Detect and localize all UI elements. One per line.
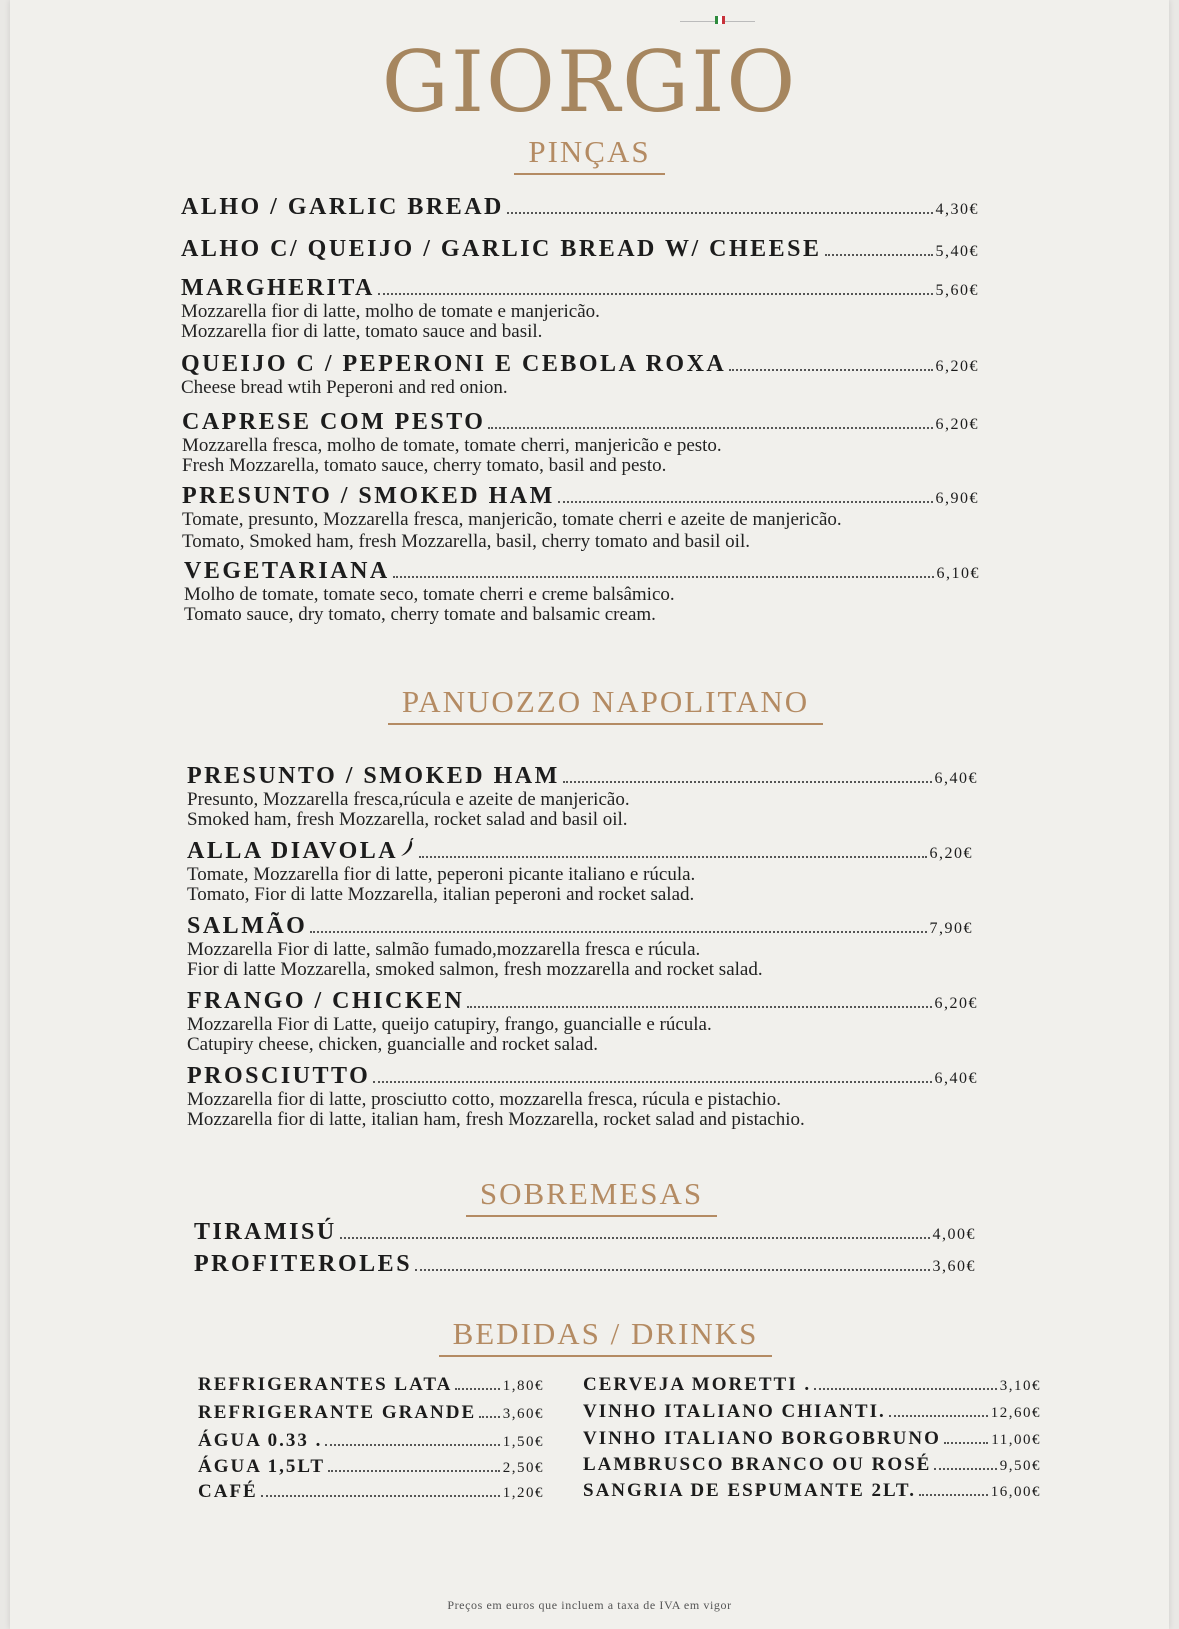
item-description-pt: Mozzarella fresca, molho de tomate, tomate cherri, manjericão e pesto. [182, 435, 722, 456]
menu-item [181, 194, 979, 221]
menu-item [187, 988, 978, 1055]
drink-name: VINHO ITALIANO CHIANTI. [583, 1401, 886, 1422]
item-description-pt: Mozzarella Fior di Latte, queijo catupiry, frango, guancialle e rúcula. [187, 1014, 712, 1035]
drink-name: REFRIGERANTE GRANDE [198, 1402, 477, 1423]
section-title-pincas: PINÇAS [10, 136, 1169, 175]
item-description-en: Mozzarella fior di latte, italian ham, fresh Mozzarella, rocket salad and pistachio. [187, 1109, 805, 1130]
item-price: 6,90€ [935, 490, 979, 507]
section-title-drinks: BEDIDAS / DRINKS [26, 1318, 1179, 1357]
menu-item [187, 763, 978, 830]
dot-leader [419, 856, 926, 858]
drink-item [583, 1428, 1041, 1450]
chili-pepper-icon [400, 838, 416, 858]
menu-item [181, 236, 979, 263]
item-name: CAPRESE COM PESTO [182, 409, 486, 435]
item-price: 6,40€ [934, 770, 978, 787]
item-price: 3,60€ [932, 1258, 976, 1275]
drink-item [198, 1456, 544, 1478]
item-price: 6,20€ [935, 416, 979, 433]
item-price: 4,30€ [935, 201, 979, 218]
item-price: 6,40€ [934, 1070, 978, 1087]
item-description-pt: Tomate, presunto, Mozzarella fresca, manjericão, tomate cherri e azeite de manjericão. [182, 509, 842, 530]
dot-leader [934, 1468, 996, 1470]
item-name: PROSCIUTTO [187, 1063, 371, 1089]
dot-leader [467, 1006, 931, 1008]
menu-item [182, 483, 979, 552]
item-description-en: Tomato, Smoked ham, fresh Mozzarella, basil, cherry tomato and basil oil. [182, 531, 750, 552]
dot-leader [507, 212, 933, 214]
dot-leader [944, 1442, 988, 1444]
item-name: SALMÃO [187, 913, 308, 939]
item-price: 6,20€ [935, 358, 979, 375]
drink-price: 1,50€ [502, 1434, 544, 1450]
item-description-en: Fior di latte Mozzarella, smoked salmon, fresh mozzarella and rocket salad. [187, 959, 763, 980]
item-description-pt: Mozzarella fior di latte, molho de tomate e manjericão. [181, 301, 600, 322]
drink-item [198, 1374, 544, 1396]
menu-item [194, 1251, 976, 1278]
drink-item [198, 1481, 544, 1503]
item-description-pt: Cheese bread wtih Peperoni and red onion. [181, 377, 508, 398]
drink-price: 9,50€ [999, 1458, 1041, 1474]
dot-leader [310, 931, 926, 933]
drink-name: CAFÉ [198, 1481, 258, 1502]
drink-name: LAMBRUSCO BRANCO OU ROSÉ [583, 1454, 932, 1475]
item-price: 5,40€ [935, 243, 979, 260]
item-price: 6,10€ [936, 565, 980, 582]
item-description-pt: Mozzarella fior di latte, prosciutto cotto, mozzarella fresca, rúcula e pistachio. [187, 1089, 782, 1110]
dot-leader [729, 369, 932, 371]
brand-logo: GIORGIO [381, 33, 798, 131]
dot-leader [825, 254, 933, 256]
item-name: TIRAMISÚ [194, 1219, 337, 1245]
item-name: PRESUNTO / SMOKED HAM [182, 483, 555, 509]
vat-footer-note: Preços em euros que incluem a taxa de IVA em vigor [447, 1598, 732, 1612]
drink-name: VINHO ITALIANO BORGOBRUNO [583, 1428, 941, 1449]
drink-price: 1,20€ [502, 1485, 544, 1501]
dot-leader [340, 1237, 930, 1239]
dot-leader [889, 1415, 988, 1417]
item-description-pt: Presunto, Mozzarella fresca,rúcula e azeite de manjericão. [187, 789, 630, 810]
dot-leader [455, 1388, 499, 1390]
drink-name: ÁGUA 1,5LT [198, 1456, 325, 1477]
item-description-en: Mozzarella fior di latte, tomato sauce and basil. [181, 321, 543, 342]
menu-item [182, 409, 979, 476]
drink-name: REFRIGERANTES LATA [198, 1374, 453, 1395]
menu-item [187, 1063, 978, 1130]
item-description-en: Tomato, Fior di latte Mozzarella, italian peperoni and rocket salad. [187, 884, 695, 905]
item-name: ALHO / GARLIC BREAD [181, 194, 504, 220]
drink-name: CERVEJA MORETTI . [583, 1374, 812, 1395]
item-name: ALHO C/ QUEIJO / GARLIC BREAD W/ CHEESE [181, 236, 822, 262]
item-name: PRESUNTO / SMOKED HAM [187, 763, 560, 789]
dot-leader [261, 1495, 500, 1497]
drink-price: 2,50€ [502, 1460, 544, 1476]
item-price: 4,00€ [932, 1226, 976, 1243]
menu-item [181, 275, 979, 342]
item-name: ALLA DIAVOLA [187, 838, 399, 864]
dot-leader [328, 1470, 500, 1472]
drink-price: 12,60€ [990, 1405, 1041, 1421]
drink-price: 3,10€ [999, 1378, 1041, 1394]
drink-price: 11,00€ [991, 1432, 1041, 1448]
drink-item [583, 1480, 1041, 1502]
menu-item [194, 1219, 976, 1246]
item-description-en: Catupiry cheese, chicken, guancialle and rocket salad. [187, 1034, 598, 1055]
dot-leader [479, 1416, 500, 1418]
dot-leader [814, 1388, 997, 1390]
section-title-panuozzo: PANUOZZO NAPOLITANO [26, 686, 1179, 725]
item-price: 7,90€ [929, 920, 973, 937]
drink-item [198, 1430, 544, 1452]
drink-item [583, 1454, 1041, 1476]
dot-leader [378, 293, 933, 295]
dot-leader [488, 427, 932, 429]
item-description-en: Tomato sauce, dry tomato, cherry tomate and balsamic cream. [184, 604, 656, 625]
item-name: VEGETARIANA [184, 558, 390, 584]
dot-leader [393, 576, 934, 578]
drink-price: 1,80€ [502, 1378, 544, 1394]
section-title-sobremesas: SOBREMESAS [12, 1178, 1171, 1217]
dot-leader [558, 501, 933, 503]
menu-item [187, 913, 973, 980]
menu-item [187, 838, 973, 905]
drink-name: SANGRIA DE ESPUMANTE 2LT. [583, 1480, 916, 1501]
dot-leader [415, 1269, 929, 1271]
drink-item [198, 1402, 544, 1424]
menu-item [184, 558, 980, 625]
drink-item [583, 1401, 1041, 1423]
item-name: QUEIJO C / PEPERONI E CEBOLA ROXA [181, 351, 727, 377]
item-price: 6,20€ [934, 995, 978, 1012]
drink-name: ÁGUA 0.33 . [198, 1430, 323, 1451]
item-name: FRANGO / CHICKEN [187, 988, 465, 1014]
item-description-en: Fresh Mozzarella, tomato sauce, cherry tomato, basil and pesto. [182, 455, 667, 476]
italian-flag-icon [715, 16, 725, 24]
item-description-en: Smoked ham, fresh Mozzarella, rocket salad and basil oil. [187, 809, 628, 830]
dot-leader [373, 1081, 931, 1083]
drink-price: 16,00€ [990, 1484, 1041, 1500]
item-name: PROFITEROLES [194, 1251, 413, 1277]
dot-leader [325, 1444, 499, 1446]
item-name: MARGHERITA [181, 275, 375, 301]
menu-page [10, 0, 1169, 1629]
item-description-pt: Molho de tomate, tomate seco, tomate cherri e creme balsâmico. [184, 584, 675, 605]
dot-leader [563, 781, 932, 783]
drink-item [583, 1374, 1041, 1396]
menu-item [181, 351, 979, 398]
dot-leader [919, 1494, 988, 1496]
item-price: 6,20€ [929, 845, 973, 862]
drink-price: 3,60€ [502, 1406, 544, 1422]
item-description-pt: Mozzarella Fior di latte, salmão fumado,mozzarella fresca e rúcula. [187, 939, 701, 960]
item-price: 5,60€ [935, 282, 979, 299]
item-description-pt: Tomate, Mozzarella fior di latte, peperoni picante italiano e rúcula. [187, 864, 696, 885]
